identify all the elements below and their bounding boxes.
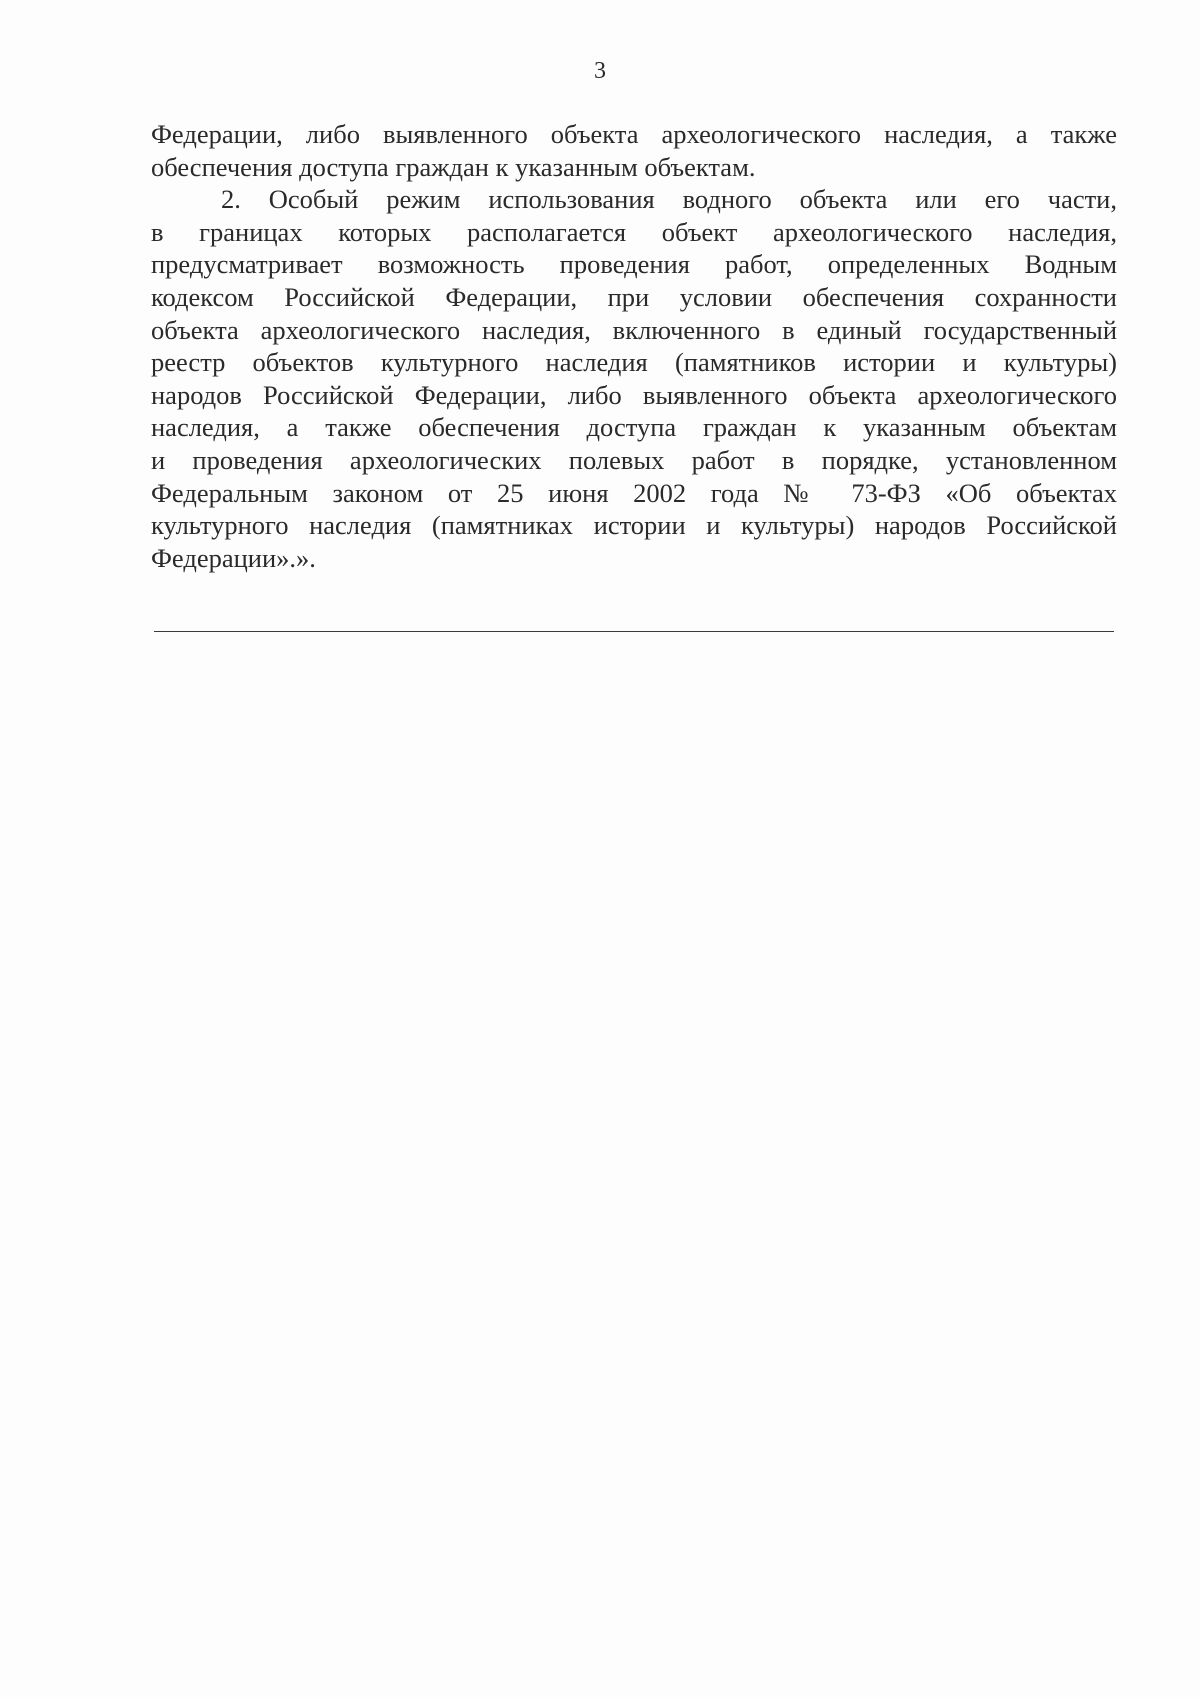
paragraph-line: культурного наследия (памятниках истории и культуры) народов Российской <box>151 510 1117 541</box>
paragraph-line: народов Российской Федерации, либо выявленного объекта археологического <box>151 379 1117 410</box>
end-divider <box>154 631 1114 632</box>
page-number: 3 <box>594 58 606 84</box>
paragraph-1 <box>151 118 1117 183</box>
paragraph-2 <box>151 183 1117 574</box>
paragraph-line: Федерации».». <box>151 542 316 573</box>
paragraph-line: наследия, а также обеспечения доступа граждан к указанным объектам <box>151 412 1117 443</box>
paragraph-line: Федеральным законом от 25 июня 2002 года № 73-ФЗ «Об объектах <box>151 477 1117 508</box>
paragraph-line: обеспечения доступа граждан к указанным объектам. <box>151 151 756 182</box>
paragraph-line: объекта археологического наследия, включенного в единый государственный <box>151 314 1117 345</box>
paragraph-line: Федерации, либо выявленного объекта археологического наследия, а также <box>151 119 1117 149</box>
body-text <box>151 118 1117 574</box>
paragraph-line: и проведения археологических полевых работ в порядке, установленном <box>151 444 1117 475</box>
paragraph-line: кодексом Российской Федерации, при условии обеспечения сохранности <box>151 281 1117 312</box>
paragraph-line: реестр объектов культурного наследия (памятников истории и культуры) <box>151 347 1117 378</box>
paragraph-line: в границах которых располагается объект археологического наследия, <box>151 216 1117 247</box>
paragraph-line: 2. Особый режим использования водного объекта или его части, <box>221 184 1117 215</box>
paragraph-line: предусматривает возможность проведения работ, определенных Водным <box>151 249 1117 280</box>
